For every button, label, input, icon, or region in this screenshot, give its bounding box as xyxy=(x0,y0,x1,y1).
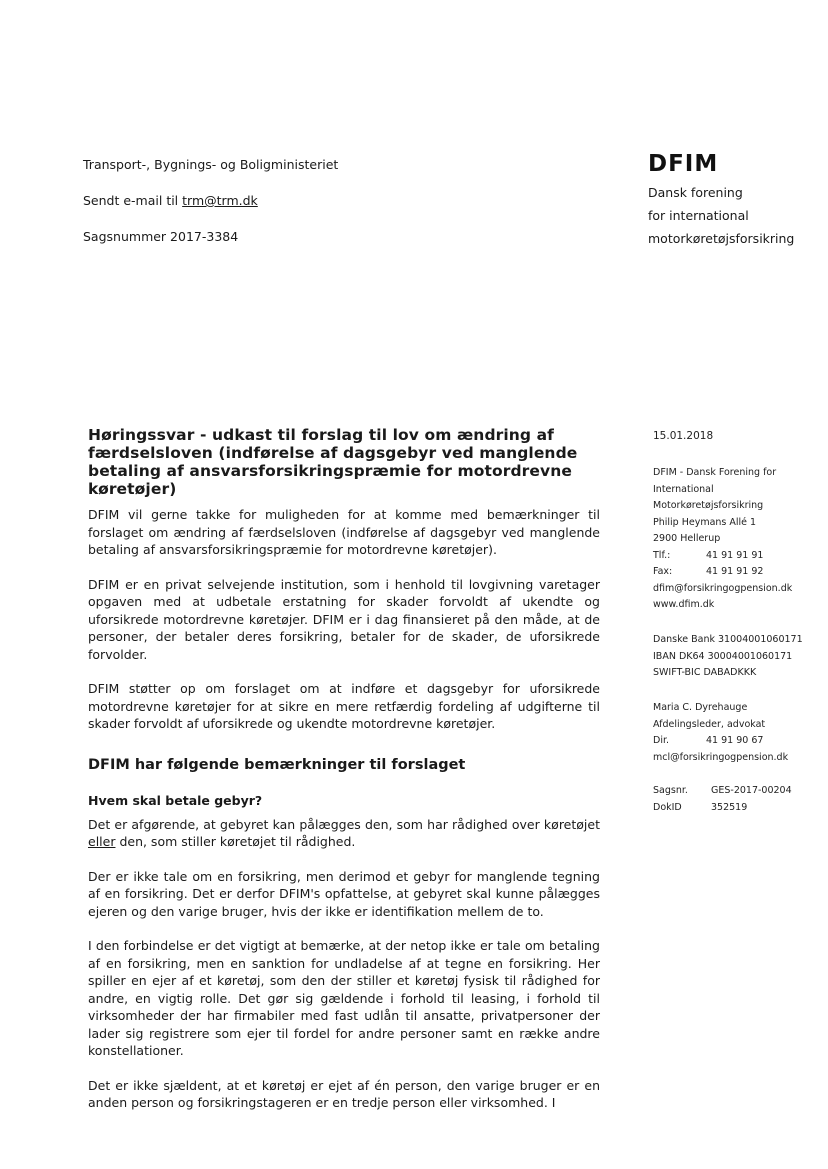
letter-title: Høringssvar - udkast til forslag til lov om ændring af færdselsloven (indførelse af dagsgebyr ved manglende betaling af ansvarsforsikringspræmie for motordrevne køretøjer) xyxy=(88,426,578,498)
contact-email[interactable]: mcl@forsikringogpension.dk xyxy=(653,751,789,763)
bank-line: Danske Bank 31004001060171 xyxy=(653,634,803,645)
fax-value: 41 91 91 92 xyxy=(706,566,764,577)
dokid-label: DokID xyxy=(653,801,682,813)
recipient-email-line xyxy=(83,192,338,210)
contact-title: Afdelingsleder, advokat xyxy=(653,718,766,730)
subsection-heading: Hvem skal betale gebyr? xyxy=(88,793,263,808)
letter-body xyxy=(88,426,600,1129)
logo-line-1: Dansk forening xyxy=(648,185,743,200)
paragraph-2: DFIM er en privat selvejende institution, som i henhold til lovgivning varetager opgaven med at udbetale erstatning for skader forvoldt af ukendte og uforsikrede motordrevne køretøjer. DFIM er i dag finansieret på den måde, at de personer, der betaler deres forsikring, betaler for de skader, de uforsikrede forvolder. xyxy=(88,576,600,662)
sagsnr-row xyxy=(653,783,792,800)
phone-row xyxy=(653,548,792,565)
case-number: Sagsnummer 2017-3384 xyxy=(83,229,239,244)
recipient-block xyxy=(83,156,338,246)
logo-subtitle xyxy=(648,181,794,250)
letter-date: 15.01.2018 xyxy=(653,430,714,442)
sagsnr-label: Sagsnr. xyxy=(653,785,688,796)
recipient-email-link[interactable]: trm@trm.dk xyxy=(182,193,258,208)
case-reference xyxy=(653,783,792,816)
logo-block xyxy=(648,151,794,250)
address-line: Philip Heymans Allé 1 xyxy=(653,516,757,528)
contact-name: Maria C. Dyrehauge xyxy=(653,702,748,713)
address-line: 2900 Hellerup xyxy=(653,533,721,544)
fax-label: Fax: xyxy=(653,566,673,577)
paragraph-6: I den forbindelse er det vigtigt at bemærke, at der netop ikke er tale om betaling af en forsikring, men en sanktion for undladelse af at tegne en forsikring. Her spiller en ejer af et køretøj, som den der stiller et køretøj fysisk til rådighed for andre, en vigtig rolle. Det gør sig gældende i forhold til leasing, i forhold til virksomheder der har firmabiler med fast udlån til ansatte, privatpersoner der lader sig registrere som ejer til fordel for andre personer samt en række andre konstellationer. xyxy=(88,938,600,1058)
contact-person xyxy=(653,700,788,766)
address-line: International xyxy=(653,483,714,495)
dir-label: Dir. xyxy=(653,735,670,746)
sender-website[interactable]: www.dfim.dk xyxy=(653,599,715,610)
bank-details xyxy=(653,632,803,682)
paragraph-4-part-b: den, som stiller køretøjet til rådighed. xyxy=(115,834,356,849)
dir-value: 41 91 90 67 xyxy=(706,735,764,746)
dokid-row xyxy=(653,800,792,817)
dir-row xyxy=(653,733,788,750)
dfim-logo: DFIM xyxy=(648,151,719,177)
fax-row xyxy=(653,564,792,581)
logo-line-3: motorkøretøjsforsikring xyxy=(648,231,795,246)
phone-label: Tlf.: xyxy=(653,549,671,561)
dokid-value: 352519 xyxy=(711,801,748,813)
paragraph-3: DFIM støtter op om forslaget om at indføre et dagsgebyr for uforsikrede motordrevne køretøjer for at sikre en mere retfærdig fordeling af udgifterne til skader forvoldt af uforsikrede og ukendte motordrevne køretøjer. xyxy=(88,681,600,731)
paragraph-7: Det er ikke sjældent, at et køretøj er ejet af én person, den varige bruger er en anden person og forsikringstageren er en tredje person eller virksomhed. I xyxy=(88,1077,600,1110)
recipient-ministry: Transport-, Bygnings- og Boligministeriet xyxy=(83,157,339,172)
paragraph-5: Der er ikke tale om en forsikring, men derimod et gebyr for manglende tegning af en forsikring. Det er derfor DFIM's opfattelse, at gebyret skal kunne pålægges ejeren og den varige bruger, hvis der ikke er identifikation mellem de to. xyxy=(88,868,600,919)
section-heading: DFIM har følgende bemærkninger til forslaget xyxy=(88,756,466,773)
sender-address xyxy=(653,465,792,614)
sender-email[interactable]: dfim@forsikringogpension.dk xyxy=(653,582,793,594)
phone-value: 41 91 91 91 xyxy=(706,549,764,561)
sagsnr-value: GES-2017-00204 xyxy=(711,785,792,796)
logo-line-2: for international xyxy=(648,208,749,223)
paragraph-4 xyxy=(88,816,600,851)
paragraph-1: DFIM vil gerne takke for muligheden for at komme med bemærkninger til forslaget om ændring af færdselsloven (indførelse af dagsgebyr ved manglende betaling af ansvarsforsikringspræmie for motordrevne køretøjer). xyxy=(88,507,600,557)
address-line: Motorkøretøjsforsikring xyxy=(653,500,764,511)
bank-line: SWIFT-BIC DABADKKK xyxy=(653,667,757,678)
underlined-word: eller xyxy=(88,834,116,849)
email-prefix: Sendt e-mail til xyxy=(83,193,183,208)
bank-line: IBAN DK64 30004001060171 xyxy=(653,650,793,662)
paragraph-4-part-a: Det er afgørende, at gebyret kan pålægges den, som har rådighed over køretøjet xyxy=(88,816,600,832)
address-line: DFIM - Dansk Forening for xyxy=(653,467,777,478)
